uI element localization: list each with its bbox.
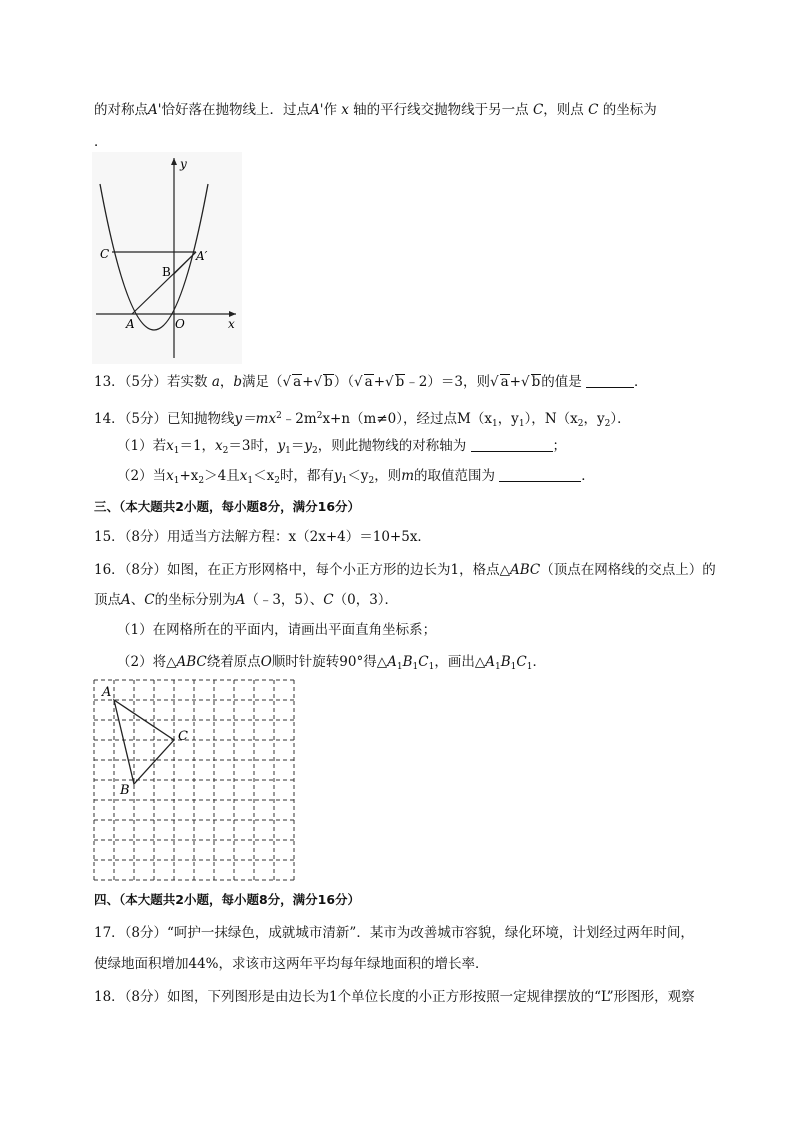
answer-blank-q14-1 xyxy=(471,437,553,452)
q18-line1: 18．（8分）如图，下列图形是由边长为1个单位长度的小正方形按照一定规律摆放的“L”形图形，观察 xyxy=(94,989,695,1005)
y-label: y xyxy=(180,157,187,171)
q13: 13．（5分）若实数 a，b满足（√ a+√ b）（√ a+√ b﹣2）＝3，则√ a+√ b的值是 ． xyxy=(94,374,648,390)
x-label: x xyxy=(228,317,235,331)
label-aprime: A′ xyxy=(196,249,208,263)
answer-blank-q14-2 xyxy=(499,467,581,482)
dashed-grid xyxy=(94,680,294,880)
triangle-abc xyxy=(114,700,174,784)
q14-part2: （2）当$x_1+x_2>4$且$x_1<x_2$时，都有$y_1<y_2$，则m的取值范围为 ． xyxy=(117,468,595,486)
section-3-heading: 三、（本大题共2小题，每小题8分，满分16分） xyxy=(94,499,361,514)
parabola-figure xyxy=(92,152,242,364)
section-4-heading: 四、（本大题共2小题，每小题8分，满分16分） xyxy=(94,892,361,907)
q16-part2: （2）将△ABC绕着原点O顺时针旋转90°得$\triangle A_1B_1C_1$，画出$\triangle A_1B_1C_1$． xyxy=(117,654,546,672)
q17-line2: 使绿地面积增加44%，求该市这两年平均每年绿地面积的增长率． xyxy=(94,956,489,972)
answer-blank-q13 xyxy=(586,373,634,388)
grid-label-a: A xyxy=(102,685,112,700)
label-c: C xyxy=(100,247,110,261)
q12-line1: 的对称点A'恰好落在抛物线上．过点A'作 x 轴的平行线交抛物线于另一点 C，则点 C 的坐标为 xyxy=(94,102,657,118)
label-b: B xyxy=(162,265,171,279)
q15: 15．（8分）用适当方法解方程：x（2x+4）＝10+5x． xyxy=(94,529,431,545)
q16-part1: （1）在网格所在的平面内，请画出平面直角坐标系； xyxy=(117,622,437,638)
grid-label-b: B xyxy=(120,783,130,798)
label-o: O xyxy=(175,317,185,331)
grid-label-c: C xyxy=(178,729,188,744)
q14-stem: 14．（5分）已知抛物线$y=mx^2﹣2m^2x+n(m\ne 0)$，经过点$M(x_1$，$y_1$），$N(x_2$，$y_2$）． xyxy=(94,411,631,429)
q14-part1: （1）若$x_1=1$，$x_2=3$时，$y_1=y_2$，则此抛物线的对称轴为 ； xyxy=(117,438,567,456)
q16-line1: 16．（8分）如图，在正方形网格中，每个小正方形的边长为1，格点△ABC（顶点在网格线的交点上）的 xyxy=(94,562,716,578)
q17-line1: 17．（8分）“呵护一抹绿色，成就城市清新”．某市为改善城市容貌，绿化环境，计划经过两年时间， xyxy=(94,925,694,941)
grid-figure xyxy=(92,678,300,884)
q12-period: ． xyxy=(94,134,108,150)
q16-line2: 顶点A、C的坐标分别为A（﹣3，5）、C（0，3）． xyxy=(94,592,399,608)
label-a: A xyxy=(126,317,135,331)
